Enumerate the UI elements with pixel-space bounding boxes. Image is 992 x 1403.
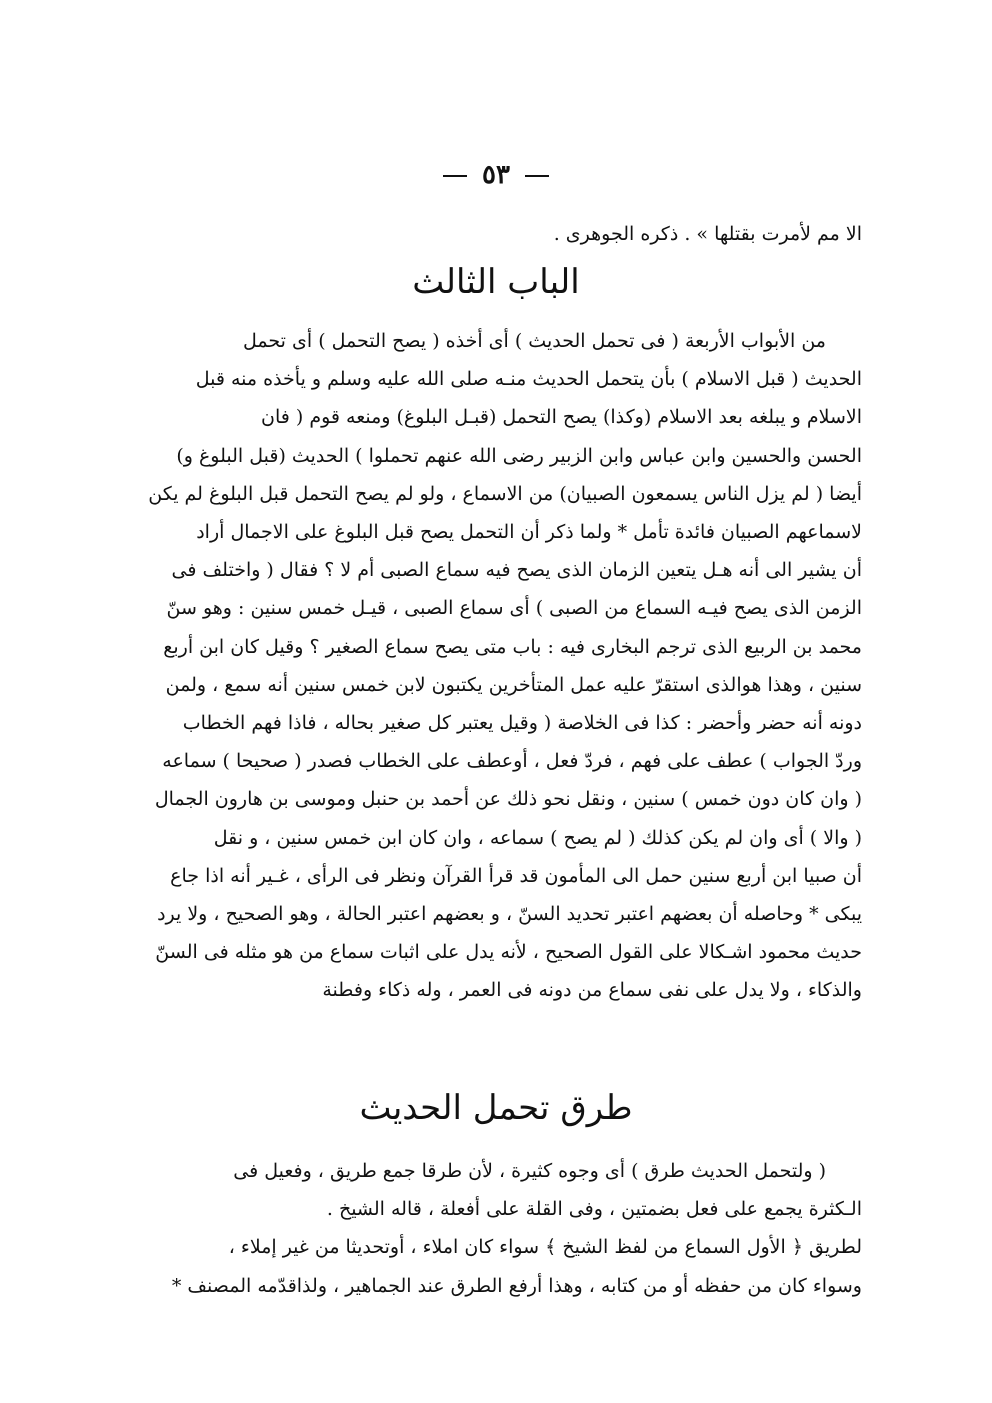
section2-body bbox=[127, 1152, 862, 1305]
page-number-text: ٥٣ bbox=[482, 160, 510, 190]
section2-line: وسواء كان من حفظه أو من كتابه ، وهذا أرفع الطرق عند الجماهير ، ولذاقدّمه المصنف * bbox=[171, 1274, 862, 1297]
section1-line: أن يشير الى أنه هـل يتعين الزمان الذى يصح فيه سماع الصبى أم لا ؟ فقال ( واختلف فى bbox=[171, 559, 862, 582]
page-number-dash-right bbox=[525, 175, 549, 177]
section1-line: أيضا ( لم يزل الناس يسمعون الصبيان) من الاسماع ، ولو لم يصح التحمل قبل البلوغ لم يكن bbox=[148, 482, 862, 505]
section1-line: يبكى * وحاصله أن بعضهم اعتبر تحديد السنّ ، و بعضهم اعتبر الحالة ، وهو الصحيح ، ولا يرد bbox=[157, 903, 862, 926]
section1-line: ( والا ) أى وان لم يكن كذلك ( لم يصح ) سماعه ، وان كان ابن خمس سنين ، و نقل bbox=[213, 826, 862, 849]
section1-line: أن صبيا ابن أربع سنين حمل الى المأمون قد قرأ القرآن ونظر فى الرأى ، غـير أنه اذا جاع bbox=[170, 864, 862, 887]
section1-line: الزمن الذى يصح فيـه السماع من الصبى ) أى سماع الصبى ، قيـل خمس سنين : وهو سنّ bbox=[166, 597, 862, 620]
section2-line: ( ولتحمل الحديث طرق ) أى وجوه كثيرة ، لأن طرقا جمع طريق ، وفعيل فى bbox=[233, 1160, 826, 1182]
chapter-title: الباب الثالث bbox=[412, 262, 580, 302]
section2-line: الـكثرة يجمع على فعل بضمتين ، وفى القلة على أفعلة ، قاله الشيخ . bbox=[326, 1198, 862, 1221]
section1-line: الحديث ( قبل الاسلام ) بأن يتحمل الحديث منـه صلى الله عليه وسلم و يأخذه منه قبل bbox=[195, 368, 862, 391]
section2-title: طرق تحمل الحديث bbox=[359, 1088, 633, 1128]
page-number-dash-left bbox=[443, 175, 467, 177]
section1-line: سنين ، وهذا هوالذى استقرّ عليه عمل المتأخرين يكتبون لابن خمس سنين أنه سمع ، ولمن bbox=[165, 673, 862, 696]
section1-line: والذكاء ، ولا يدل على نفى سماع من دونه فى العمر ، وله ذكاء وفطنة bbox=[322, 979, 862, 1002]
section1-line: لاسماعهم الصبيان فائدة تأمل * ولما ذكر أن التحمل يصح قبل البلوغ على الاجمال أراد bbox=[196, 521, 862, 544]
section1-line: الحسن والحسين وابن عباس وابن الزبير رضى الله عنهم تحملوا ) الحديث (قبل البلوغ و) bbox=[176, 444, 862, 467]
section1-line: وردّ الجواب ) عطف على فهم ، فردّ فعل ، أوعطف على الخطاب فصدر ( صحيحا ) سماعه bbox=[162, 750, 862, 773]
page-number bbox=[0, 160, 992, 190]
section1-line: دونه أنه حضر وأحضر : كذا فى الخلاصة ( وقيل يعتبر كل صغير بحاله ، فاذا فهم الخطاب bbox=[182, 712, 862, 735]
section1-line: ( وان كان دون خمس ) سنين ، ونقل نحو ذلك عن أحمد بن حنبل وموسى بن هارون الجمال bbox=[154, 788, 862, 811]
section2-line: لطريق ﴿ الأول السماع من لفظ الشيخ ﴾ سواء كان املاء ، أوتحديثا من غير إملاء ، bbox=[228, 1236, 862, 1259]
section1-line: من الأبواب الأربعة ( فى تحمل الحديث ) أى أخذه ( يصح التحمل ) أى تحمل bbox=[243, 330, 826, 352]
section1-line: حديث محمود اشـكالا على القول الصحيح ، لأنه يدل على اثبات سماع من هو مثله فى السنّ bbox=[155, 941, 862, 964]
intro-line: الا مم لأمرت بقتلها » . ذكره الجوهرى . bbox=[553, 223, 862, 245]
intro-paragraph bbox=[127, 215, 862, 253]
section1-line: الاسلام و يبلغه بعد الاسلام (وكذا) يصح التحمل (قبـل البلوغ) ومنعه قوم ( فان bbox=[261, 406, 862, 429]
section1-line: محمد بن الربيع الذى ترجم البخارى فيه : باب متى يصح سماع الصغير ؟ وقيل كان ابن أربع bbox=[163, 635, 862, 658]
section1-body bbox=[127, 322, 862, 1010]
